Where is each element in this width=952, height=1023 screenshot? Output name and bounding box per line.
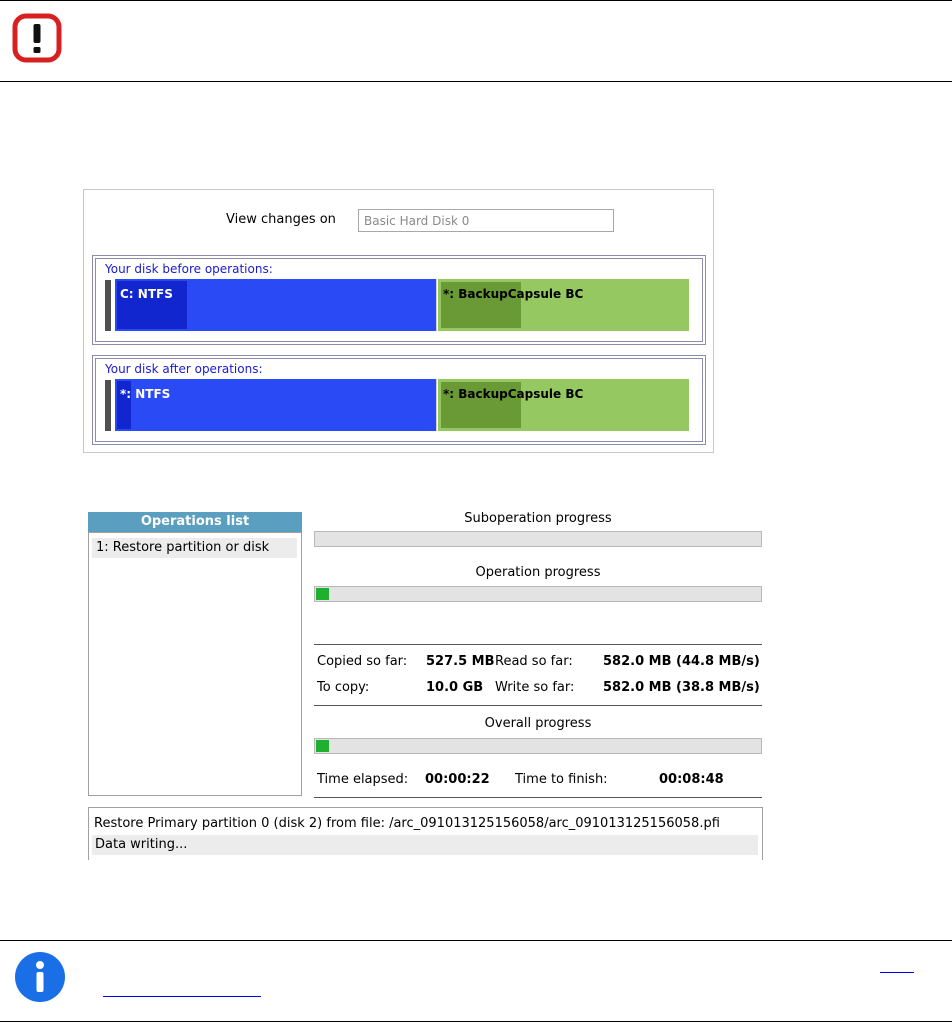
- info-link-fragment[interactable]: [880, 972, 914, 973]
- operations-list: [88, 532, 302, 796]
- stats-final-divider: [314, 797, 762, 798]
- elapsed-label: Time elapsed:: [317, 772, 409, 787]
- copied-label: Copied so far:: [317, 654, 408, 669]
- top-rule: [0, 0, 952, 1]
- suboperation-progress-label: Suboperation progress: [464, 511, 612, 526]
- tocopy-value: 10.0 GB: [426, 680, 484, 695]
- view-changes-label: View changes on: [226, 212, 336, 227]
- stats-top-divider: [314, 644, 762, 645]
- disk-before-marker: [105, 280, 111, 331]
- read-label: Read so far:: [495, 654, 573, 669]
- partition-backupcapsule-after[interactable]: [438, 379, 689, 431]
- disk-after-title: Your disk after operations:: [105, 362, 263, 376]
- operation-progress-label: Operation progress: [475, 565, 601, 580]
- info-icon: [14, 951, 66, 1003]
- partition-label: *: BackupCapsule BC: [443, 387, 584, 401]
- partition-ntfs-after[interactable]: [115, 379, 437, 431]
- tocopy-label: To copy:: [317, 680, 370, 695]
- overall-progress-label: Overall progress: [484, 716, 592, 731]
- finish-label: Time to finish:: [515, 772, 608, 787]
- copied-value: 527.5 MB: [426, 654, 495, 669]
- info-link-underline[interactable]: [103, 996, 261, 997]
- warning-bottom-rule: [0, 81, 952, 82]
- read-value: 582.0 MB (44.8 MB/s): [603, 654, 760, 669]
- operations-list-header: Operations list: [88, 512, 302, 532]
- info-top-rule: [0, 940, 952, 941]
- elapsed-value: 00:00:22: [425, 772, 490, 787]
- partition-label: *: NTFS: [120, 387, 171, 401]
- info-bottom-rule: [0, 1021, 952, 1022]
- status-message: Restore Primary partition 0 (disk 2) from file: /arc_091013125156058/arc_091013125156058.pfi: [94, 816, 720, 831]
- warning-icon: [12, 13, 62, 63]
- partition-label: *: BackupCapsule BC: [443, 287, 584, 301]
- status-activity: Data writing...: [92, 835, 758, 855]
- partition-ntfs-before[interactable]: [115, 279, 437, 331]
- stats-bottom-divider: [314, 705, 762, 706]
- disk-before-title: Your disk before operations:: [105, 262, 273, 276]
- partition-label: C: NTFS: [120, 287, 173, 301]
- disk-after-marker: [105, 380, 111, 431]
- operation-item[interactable]: 1: Restore partition or disk: [92, 538, 297, 558]
- disk-select[interactable]: Basic Hard Disk 0: [358, 209, 614, 232]
- write-value: 582.0 MB (38.8 MB/s): [603, 680, 760, 695]
- partition-backupcapsule-before[interactable]: [438, 279, 689, 331]
- finish-value: 00:08:48: [659, 772, 724, 787]
- suboperation-progress-bar: [314, 531, 762, 547]
- write-label: Write so far:: [495, 680, 575, 695]
- operation-progress-bar: [314, 586, 762, 602]
- overall-progress-bar: [314, 738, 762, 754]
